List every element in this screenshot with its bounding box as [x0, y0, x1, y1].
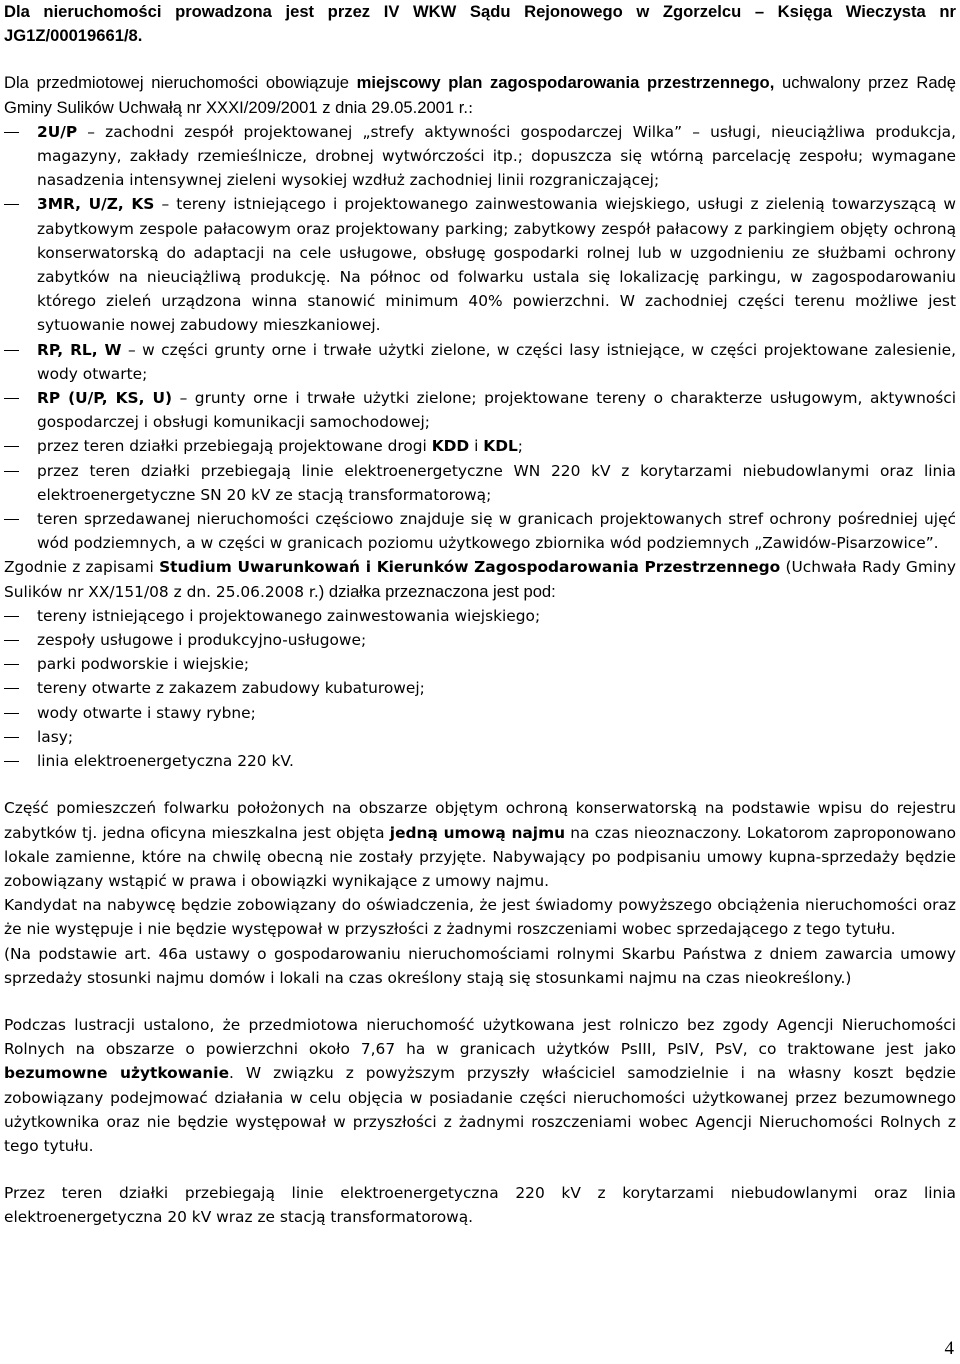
- candidate-statement-paragraph: Kandydat na nabywcę będzie zobowiązany do oświadczenia, że jest świadomy powyższego obciążenia nieruchomości oraz że nie występuje i nie będzie występował w przyszłości z żadnymi roszczeniami wobec sprzedającego z tego tytułu.: [4, 896, 956, 939]
- road-code-kdd: KDD: [431, 437, 470, 456]
- unauthorized-use-bold: bezumowne użytkowanie: [4, 1064, 230, 1083]
- local-plan-bold: miejscowy plan zagospodarowania przestrzennego,: [356, 73, 775, 93]
- zone-description: – grunty orne i trwałe użytki zielone; projektowane tereny o charakterze usługowym, aktywności gospodarczej i obsługi komunikacji samochodowej;: [37, 389, 956, 432]
- folwark-text: Część pomieszczeń folwarku położonych na obszarze objętym ochroną konserwatorską na podstawie wpisu do rejestru zabytków tj. jedna oficyna mieszkalna jest objęta: [4, 799, 956, 842]
- list-item: [4, 507, 956, 555]
- folwark-text-continued: na czas nieoznaczony. Lokatorom zaproponowano lokale zamienne, które na chwilę obecną nie zostały przyjęte. Nabywający po podpisaniu umowy kupna-sprzedaży będzie zobowiązany wstąpić w prawa i obowiązki wynikające z umowy najmu.: [4, 823, 956, 890]
- zone-description: – tereny istniejącego i projektowanego zainwestowania wiejskiego, usługi z zielenią towarzyszącą w zabytkowym zespole pałacowym oraz projektowany parking; zabytkowy zespół pałacowy z parkingiem objęty ochroną konserwatorską do adaptacji na cele usługowe, obsługę gospodarki rolnej lub w uzgodnieniu ze służbami ochrony zabytków na nieuciążliwą produkcję. Na północ od folwarku ustala się lokalizację parkingu, w zagospodarowaniu którego zieleń urządzona winna stanowić minimum 40% powierzchni. W zachodniej części terenu możliwe jest sytuowanie nowej zabudowy mieszkaniowej.: [37, 195, 956, 335]
- list-item: tereny istniejącego i projektowanego zainwestowania wiejskiego;: [4, 604, 956, 628]
- power-lines-text: przez teren działki przebiegają linie elektroenergetyczne WN 220 kV z korytarzami niebudowlanymi oraz linia elektroenergetyczne SN 20 kV ze stacją transformatorową;: [37, 461, 956, 504]
- list-item: linia elektroenergetyczna 220 kV.: [4, 749, 956, 773]
- list-item: wody otwarte i stawy rybne;: [4, 701, 956, 725]
- list-item: [4, 192, 956, 337]
- land-register-text: Dla nieruchomości prowadzona jest przez IV WKW Sądu Rejonowego w Zgorzelcu – Księga Wieczysta nr JG1Z/00019661/8.: [4, 2, 956, 46]
- article-46a-note: (Na podstawie art. 46a ustawy o gospodarowaniu nieruchomościami rolnymi Skarbu Państwa z dniem zawarcia umowy sprzedaży stosunki najmu domów i lokali na czas określony stają się stosunkami najmu na czas nieokreślony.): [4, 944, 956, 987]
- roads-end: ;: [517, 437, 523, 456]
- local-plan-resolution: uchwalony przez Radę Gminy Sulików Uchwałą nr XXXI/209/2001 z dnia 29.05.2001 r.: [4, 73, 957, 117]
- water-protection-text: teren sprzedawanej nieruchomości częściowo znajduje się w granicach projektowanych stref ochrony pośredniej ujęć wód podziemnych, a w części w granicach poziomu użytkowego zbiornika wód podziemnych „Zawidów-Pisarzowice”.: [37, 510, 956, 553]
- list-item: [4, 434, 956, 458]
- list-item: [4, 120, 956, 193]
- document-page: [4, 0, 956, 1230]
- studium-resolution: (Uchwała Rady Gminy Sulików nr XX/151/08 z dn. 25.06.2008 r.: [4, 558, 956, 601]
- list-item: [4, 386, 956, 434]
- studium-intro: Zgodnie z zapisami: [4, 558, 160, 577]
- road-code-kdl: KDL: [483, 437, 518, 456]
- local-plan-colon: :: [467, 98, 474, 117]
- inspection-paragraph: [4, 1013, 956, 1158]
- roads-conjunction: i: [469, 437, 484, 456]
- studium-purpose: ) działka przeznaczona jest pod:: [318, 581, 556, 601]
- zone-code: RP, RL, W: [37, 340, 122, 359]
- list-item: [4, 338, 956, 386]
- roads-text: przez teren działki przebiegają projektowane drogi: [37, 437, 432, 456]
- zone-description: – w części grunty orne i trwałe użytki zielone, w części lasy istniejące, w części projektowane zalesienie, wody otwarte;: [37, 340, 956, 383]
- list-item: parki podworskie i wiejskie;: [4, 652, 956, 676]
- zone-code: 3MR, U/Z, KS: [37, 195, 155, 214]
- list-item: zespoły usługowe i produkcyjno-usługowe;: [4, 628, 956, 652]
- zone-description: – zachodni zespół projektowanej „strefy aktywności gospodarczej Wilka” – usługi, nieuciążliwa produkcja, magazyny, zakłady rzemieślnicze, drobnej wytwórczości itp.; dopuszcza się wtórną parcelację zespołu; wymagane nasadzenia intensywnej zieleni wysokiej wzdłuż zachodniej linii rozgraniczającej;: [37, 122, 956, 190]
- studium-list: [4, 604, 956, 773]
- list-item: tereny otwarte z zakazem zabudowy kubaturowej;: [4, 676, 956, 700]
- inspection-text-continued: . W związku z powyższym przyszły właściciel samodzielnie i na własny koszt będzie zobowiązany podejmować działania w celu objęcia w posiadanie części nieruchomości użytkowanej przez bezumownego użytkownika oraz nie będzie występował w przyszłości z żadnymi roszczeniami wobec Agencji Nieruchomości Rolnych z tego tytułu.: [4, 1064, 956, 1155]
- list-item: lasy;: [4, 725, 956, 749]
- folwark-lease-paragraph: [4, 796, 956, 893]
- local-plan-paragraph: [4, 71, 956, 119]
- lease-bold: jedną umową najmu: [389, 823, 566, 842]
- local-plan-list: [4, 120, 956, 556]
- power-lines-paragraph: Przez teren działki przebiegają linie elektroenergetyczna 220 kV z korytarzami niebudowlanymi oraz linia elektroenergetyczna 20 kV wraz ze stacją transformatorową.: [4, 1184, 956, 1227]
- local-plan-text: Dla przedmiotowej nieruchomości obowiązuje: [4, 73, 357, 93]
- zone-code: RP (U/P, KS, U): [37, 389, 173, 408]
- zone-code: 2U/P: [37, 122, 78, 141]
- inspection-text: Podczas lustracji ustalono, że przedmiotowa nieruchomość użytkowana jest rolniczo bez zgody Agencji Nieruchomości Rolnych na obszarze o powierzchni około 7,67 ha w granicach użytków PsIII, PsIV, PsV, co traktowane jest jako: [4, 1015, 956, 1059]
- studium-paragraph: [4, 555, 956, 603]
- page-number: 4: [944, 1338, 954, 1359]
- land-register-paragraph: [4, 0, 956, 48]
- list-item: [4, 459, 956, 507]
- studium-title: Studium Uwarunkowań i Kierunków Zagospodarowania Przestrzennego: [159, 558, 781, 577]
